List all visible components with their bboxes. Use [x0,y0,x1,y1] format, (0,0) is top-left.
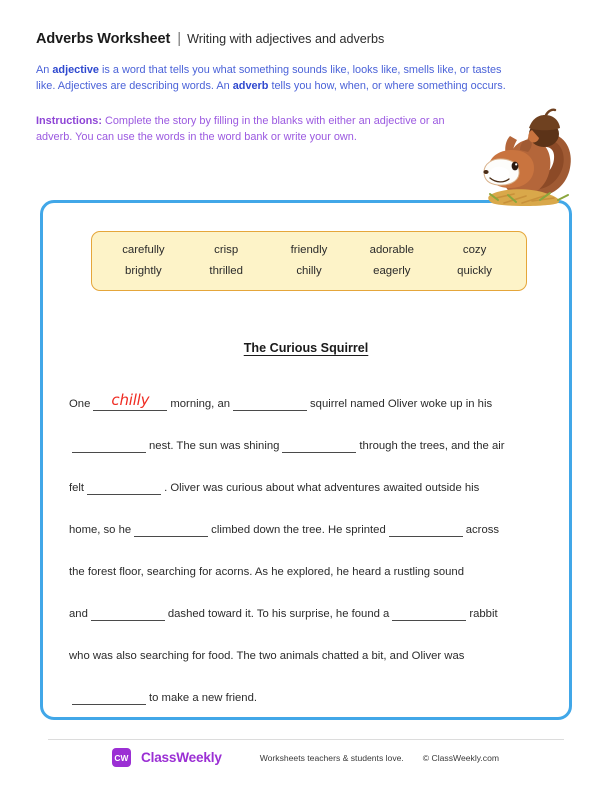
story-text: felt [69,482,85,494]
story-line [69,383,555,425]
instructions-paragraph [36,113,456,146]
title-subtitle: Writing with adjectives and adverbs [187,32,385,46]
story-blank[interactable] [91,608,165,621]
story-blank[interactable] [233,398,307,411]
story-line [69,509,555,551]
squirrel-mascot-icon [470,108,582,212]
word-bank-row [102,265,516,277]
story-text: nest. The sun was shining [149,440,280,452]
page-title [36,30,576,47]
word-bank [91,231,527,291]
story-blank[interactable] [134,524,208,537]
story-line [69,467,555,509]
definition-paragraph [36,62,516,95]
instructions-label: Instructions: [36,114,102,127]
story-text: through the trees, and the air [359,440,505,452]
definition-suffix: tells you how, when, or where something occurs. [268,80,506,93]
story-text: the forest floor, searching for acorns. As he explored, he heard a rustling sound [69,566,464,578]
story-text: morning, an [170,398,231,410]
story-line [69,551,555,593]
definition-term-adjective: adjective [52,64,99,76]
story-text: dashed toward it. To his surprise, he found a [167,608,390,620]
title-main: Adverbs Worksheet [36,31,171,47]
footer [112,748,499,767]
word-bank-row [102,244,516,256]
story-line [69,635,555,677]
definition-prefix: An [36,64,53,76]
word-bank-word[interactable]: eagerly [373,265,411,277]
brand-name: ClassWeekly [141,750,222,765]
word-bank-word[interactable]: adorable [369,244,414,256]
story-line [69,677,555,719]
title-separator: | [177,30,182,47]
story-blank[interactable] [72,440,146,453]
footer-divider [48,739,564,740]
story-text: One [69,398,91,410]
story-text: who was also searching for food. The two animals chatted a bit, and Oliver was [69,650,465,662]
word-bank-word[interactable]: quickly [457,265,492,277]
word-bank-word[interactable]: cozy [462,244,487,256]
story-text: rabbit [469,608,498,620]
story-body [69,383,555,719]
word-bank-word[interactable]: chilly [296,265,322,277]
story-blank[interactable] [72,692,146,705]
word-bank-word[interactable]: friendly [290,244,328,256]
story-text: home, so he [69,524,132,536]
story-text: squirrel named Oliver woke up in his [310,398,493,410]
worksheet-card [40,200,572,720]
story-blank[interactable] [389,524,463,537]
filled-blank[interactable] [93,390,167,411]
story-blank[interactable] [392,608,466,621]
story-blank[interactable] [282,440,356,453]
story-title: The Curious Squirrel [243,341,369,355]
story-line [69,425,555,467]
instructions-text: Complete the story by filling in the blanks with either an adjective or an adverb. You can use the words in the word bank or write your own. [36,114,445,143]
word-bank-word[interactable]: crisp [214,244,239,256]
footer-copyright: © ClassWeekly.com [422,752,500,763]
story-text: across [465,524,500,536]
word-bank-word[interactable]: carefully [122,244,165,256]
story-text: and [69,608,88,620]
story-text: to make a new friend. [149,692,258,704]
classweekly-logo-icon: CW [112,748,131,767]
story-line [69,593,555,635]
definition-middle: is a word that tells you what something sounds like, looks like, smells like, or tastes like. Adjectives are describing words. An [36,64,502,93]
definition-term-adverb: adverb [232,80,269,93]
footer-tagline: Worksheets teachers & students love. [259,752,404,763]
story-text: climbed down the tree. He sprinted [211,524,386,536]
word-bank-word[interactable]: thrilled [209,265,243,277]
handwritten-answer: chilly [111,390,150,409]
story-blank[interactable] [87,482,161,495]
story-text: . Oliver was curious about what adventures awaited outside his [164,482,480,494]
word-bank-word[interactable]: brightly [125,265,162,277]
